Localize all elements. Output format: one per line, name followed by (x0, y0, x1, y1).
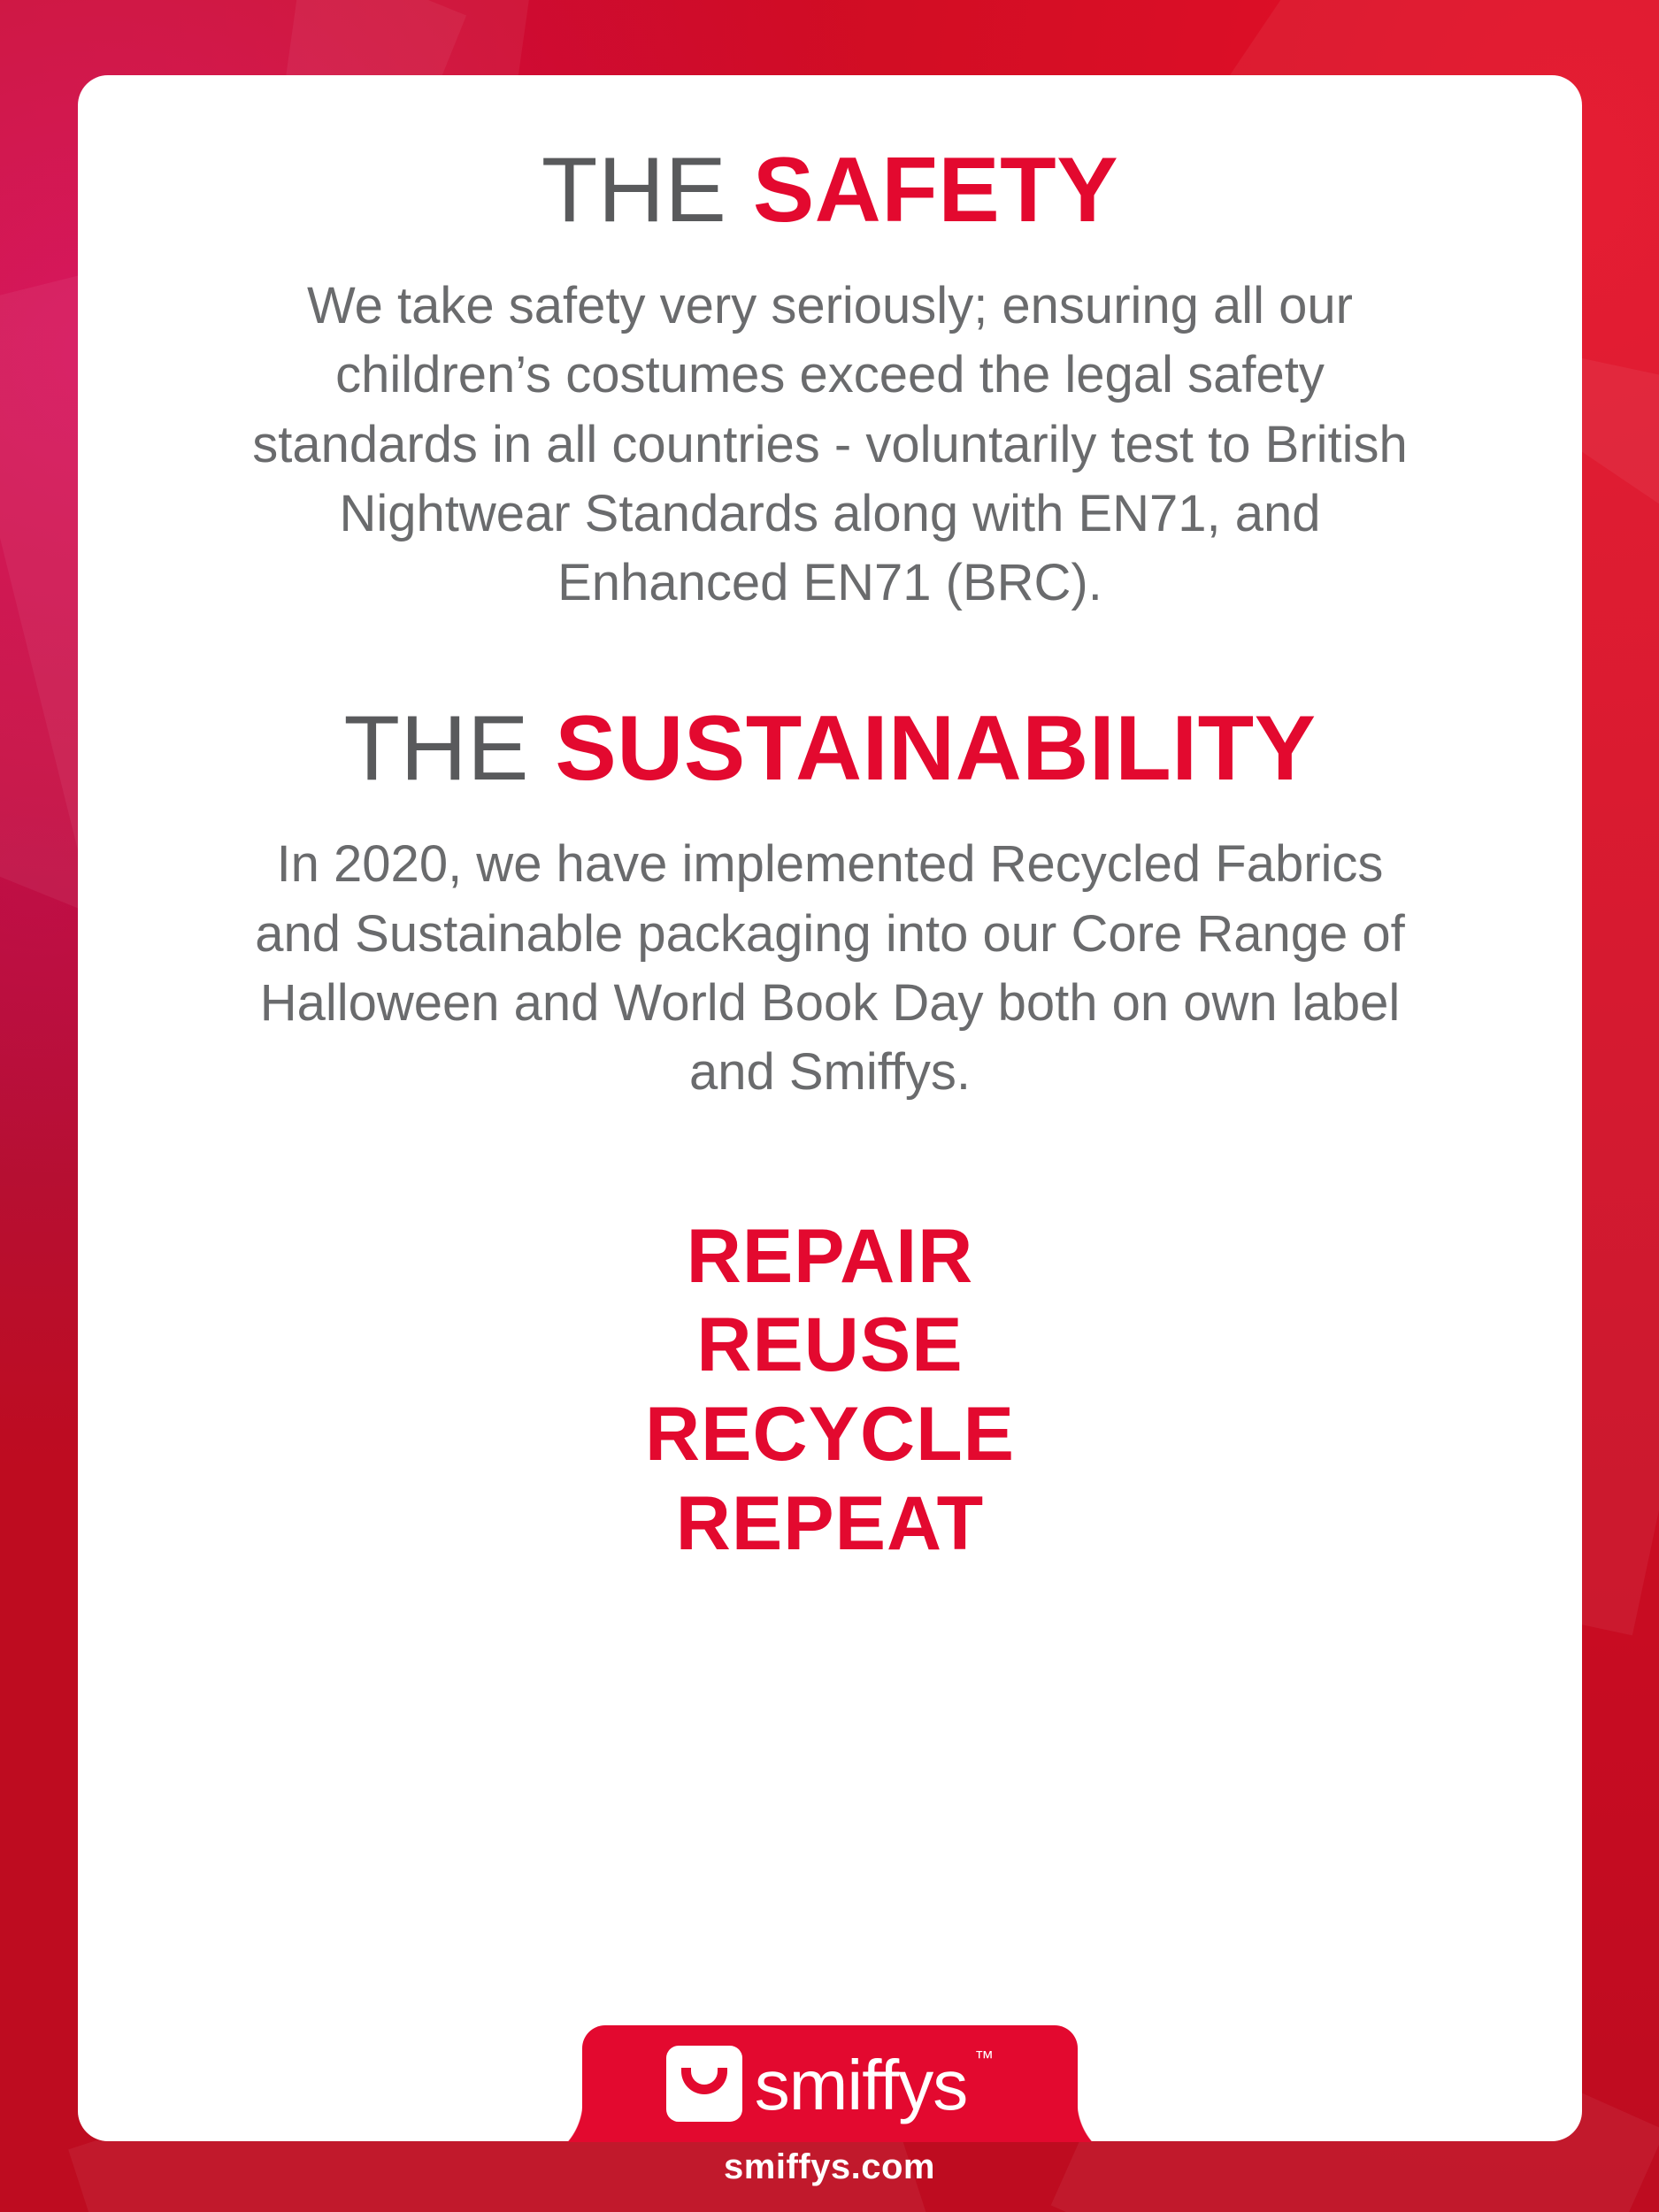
sustainability-heading (182, 618, 1478, 801)
slogan-line-recycle: RECYCLE (645, 1391, 1015, 1477)
brand-logo-tab (582, 2025, 1078, 2142)
smile-glyph (681, 2068, 727, 2094)
sustainability-body-text: In 2020, we have implemented Recycled Fabrics and Sustainable packaging into our Core Range of Halloween and World Book Day both on own label and Smiffys. (255, 835, 1405, 1102)
slogan-line-repair: REPAIR (686, 1213, 974, 1299)
brand-logo (582, 2025, 1078, 2142)
website-url: smiffys.com (724, 2147, 935, 2186)
sustainability-heading-bold: SUSTAINABILITY (555, 697, 1317, 801)
slogan-line-repeat: REPEAT (675, 1480, 985, 1566)
slogan-line-reuse: REUSE (696, 1302, 964, 1388)
trademark-symbol: ™ (974, 2047, 995, 2069)
safety-heading (182, 75, 1478, 242)
content-card (78, 75, 1582, 2141)
safety-heading-bold: SAFETY (752, 139, 1119, 242)
safety-body-text: We take safety very seriously; ensuring all our children’s costumes exceed the legal safety standards in all countries - voluntarily test to British Nightwear Standards along with EN71, and Enhanced EN71 (BRC). (252, 277, 1408, 612)
smiffys-smile-icon (666, 2046, 742, 2122)
safety-heading-light: THE (541, 139, 727, 242)
slogan-block (182, 1212, 1478, 1568)
sustainability-heading-light: THE (343, 697, 529, 801)
brand-wordmark: smiffys (754, 2046, 968, 2124)
